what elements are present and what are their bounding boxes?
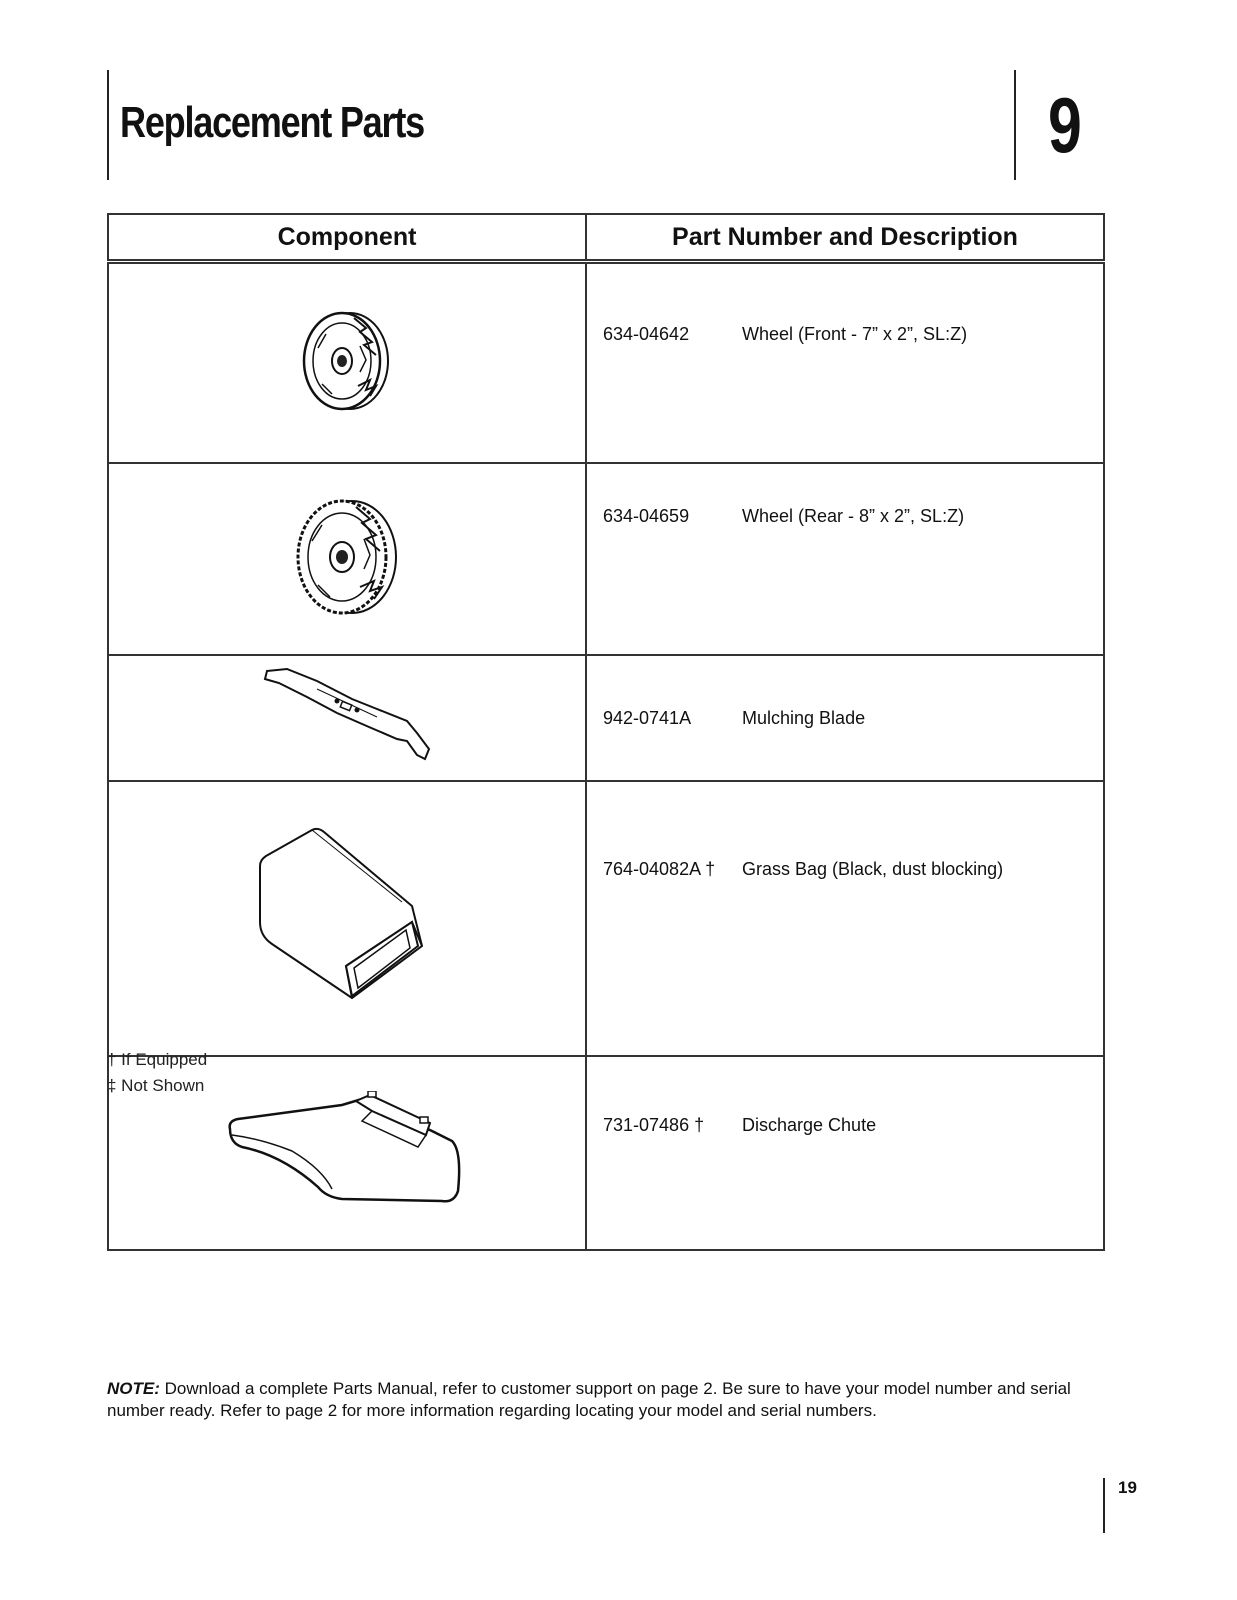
component-cell: [108, 781, 586, 1056]
note-label: NOTE:: [107, 1379, 160, 1398]
column-header-part: Part Number and Description: [586, 214, 1104, 262]
parts-table: [107, 213, 1105, 1251]
component-cell: [108, 463, 586, 655]
header-rule-left: [107, 70, 109, 180]
section-number: 9: [1048, 81, 1082, 169]
part-number: 764-04082A †: [603, 859, 716, 879]
page-number-rule: [1103, 1478, 1105, 1533]
table-header-row: [108, 214, 1104, 262]
table-row: [108, 655, 1104, 781]
part-number: 634-04642: [603, 324, 690, 344]
part-description: Mulching Blade: [742, 707, 866, 728]
part-description: Wheel (Rear - 8” x 2”, SL:Z): [742, 506, 965, 526]
part-number: 731-07486 †: [603, 1115, 705, 1135]
part-cell: [586, 781, 1104, 1056]
part-cell: [586, 655, 1104, 781]
note-text: Download a complete Parts Manual, refer to customer support on page 2. Be sure to have your model number and serial number ready. Refer to page 2 for more information regarding locating your model and serial numbers.: [107, 1379, 1071, 1420]
column-header-component: Component: [108, 214, 586, 262]
front-wheel-image: [292, 306, 402, 416]
component-cell: [108, 262, 586, 464]
footnote-if-equipped: † If Equipped: [107, 1050, 208, 1069]
discharge-chute-image: [222, 1091, 472, 1211]
header-rule-right: [1014, 70, 1016, 180]
part-number: 634-04659: [603, 506, 690, 526]
mulching-blade-image: [257, 661, 437, 771]
table-row: [108, 262, 1104, 464]
part-description: Grass Bag (Black, dust blocking): [742, 859, 1004, 879]
page-title: Replacement Parts: [120, 98, 424, 147]
component-cell: [108, 655, 586, 781]
part-cell: [586, 262, 1104, 464]
part-cell: [586, 1056, 1104, 1250]
table-row: [108, 781, 1104, 1056]
note-paragraph: [107, 1378, 1107, 1422]
grass-bag-image: [252, 826, 442, 1006]
part-number: 942-0741A: [603, 707, 692, 728]
footnote-not-shown: ‡ Not Shown: [107, 1076, 205, 1095]
page-number: 19: [1118, 1478, 1137, 1497]
part-description: Discharge Chute: [742, 1115, 877, 1135]
table-row: [108, 1056, 1104, 1250]
part-cell: [586, 463, 1104, 655]
part-description: Wheel (Front - 7” x 2”, SL:Z): [742, 324, 968, 344]
rear-wheel-image: [282, 495, 412, 619]
table-row: [108, 463, 1104, 655]
